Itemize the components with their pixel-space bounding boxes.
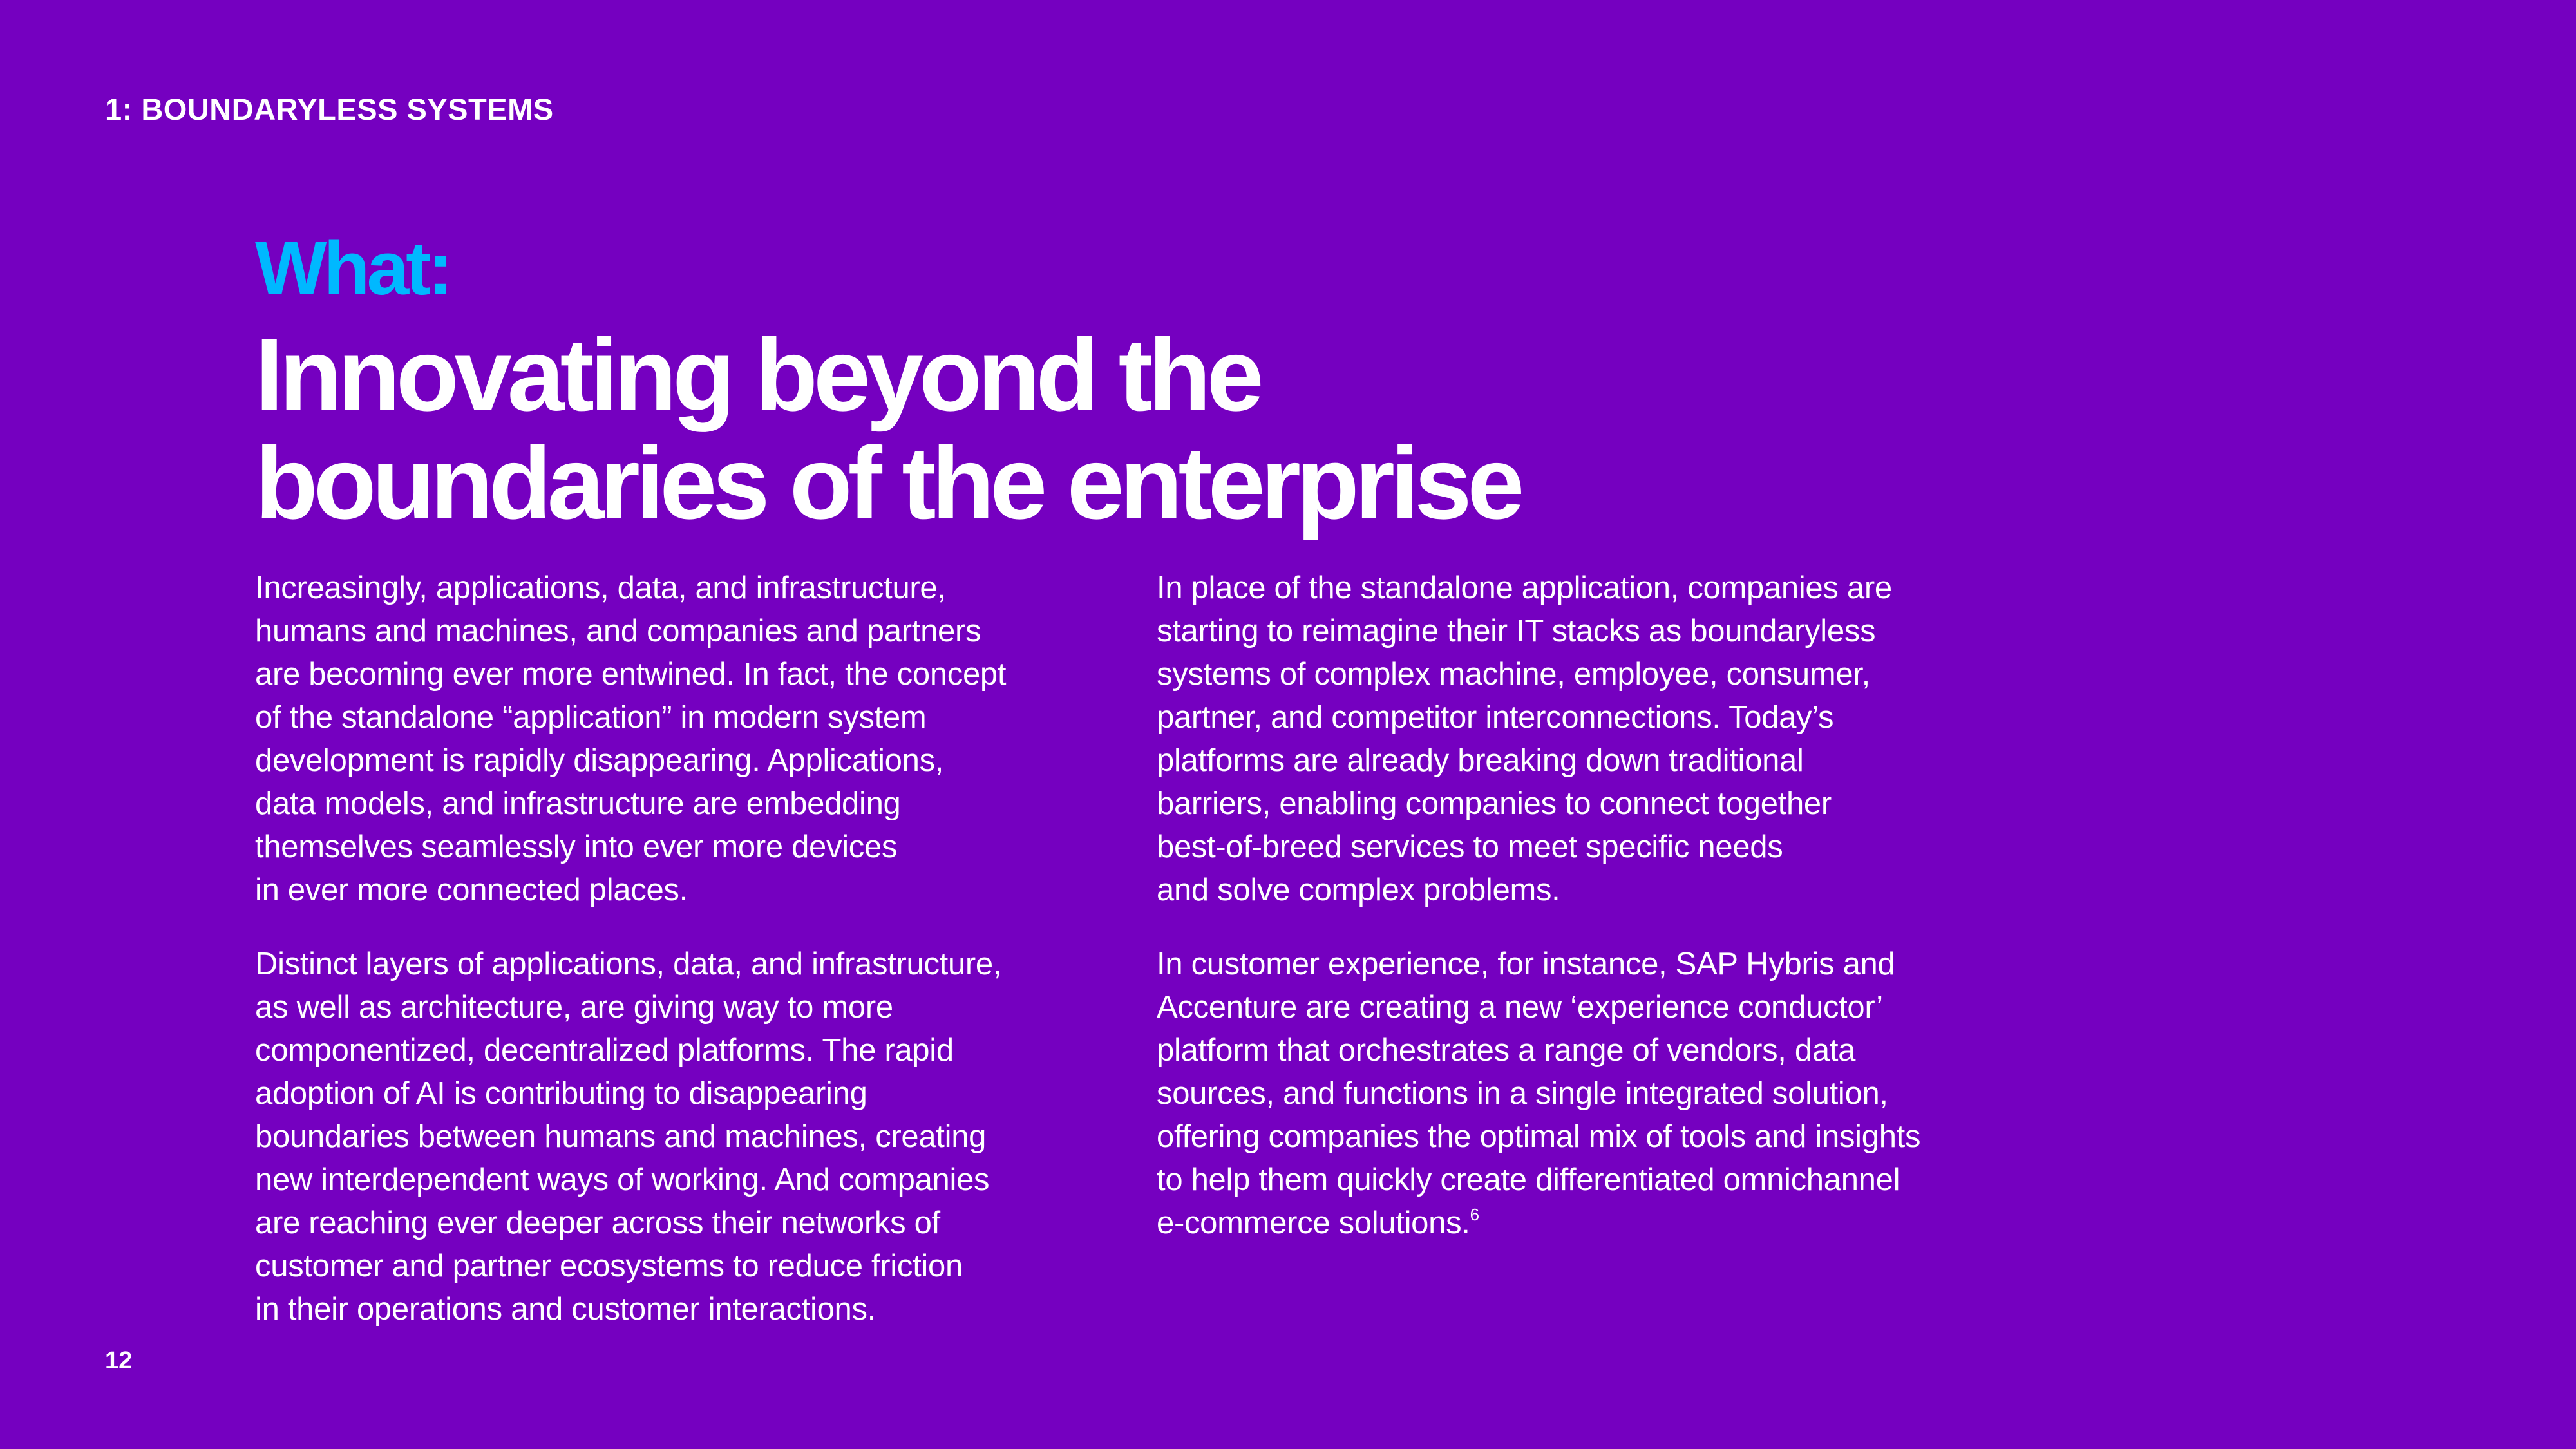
text-line-with-footnote bbox=[1157, 1202, 2020, 1245]
text-line: In place of the standalone application, companies are bbox=[1157, 571, 1892, 605]
page-title bbox=[255, 317, 1801, 540]
text-line: themselves seamlessly into ever more devices bbox=[255, 829, 898, 864]
right-column bbox=[1157, 567, 2020, 1276]
text-line: componentized, decentralized platforms. The rapid bbox=[255, 1033, 954, 1068]
paragraph bbox=[1157, 943, 2020, 1245]
page-number: 12 bbox=[105, 1347, 133, 1374]
text-line: boundaries between humans and machines, creating bbox=[255, 1119, 987, 1154]
text-line: customer and partner ecosystems to reduce friction bbox=[255, 1249, 963, 1283]
text-line: of the standalone “application” in modern system bbox=[255, 700, 927, 735]
text-line: systems of complex machine, employee, consumer, bbox=[1157, 657, 1870, 692]
text-line: data models, and infrastructure are embedding bbox=[255, 786, 901, 821]
text-line: platforms are already breaking down traditional bbox=[1157, 743, 1804, 778]
text-line: barriers, enabling companies to connect together bbox=[1157, 786, 1832, 821]
text-line: starting to reimagine their IT stacks as boundaryless bbox=[1157, 614, 1876, 649]
text-line: Increasingly, applications, data, and infrastructure, bbox=[255, 571, 946, 605]
text-line: development is rapidly disappearing. Applications, bbox=[255, 743, 944, 778]
page-title-line: Innovating beyond the bbox=[255, 317, 1260, 432]
kicker-heading: What: bbox=[255, 226, 450, 311]
text-line: in their operations and customer interactions. bbox=[255, 1292, 876, 1327]
text-line: adoption of AI is contributing to disappearing bbox=[255, 1076, 867, 1111]
text-line: are reaching ever deeper across their networks of bbox=[255, 1206, 940, 1240]
text-line: sources, and functions in a single integrated solution, bbox=[1157, 1076, 1888, 1111]
text-line: Accenture are creating a new ‘experience conductor’ bbox=[1157, 990, 1883, 1025]
paragraph bbox=[1157, 567, 2020, 912]
paragraph bbox=[255, 567, 1118, 912]
text-line: as well as architecture, are giving way to more bbox=[255, 990, 893, 1025]
text-line: partner, and competitor interconnections. Today’s bbox=[1157, 700, 1834, 735]
paragraph bbox=[255, 943, 1118, 1331]
section-label: 1: BOUNDARYLESS SYSTEMS bbox=[105, 92, 554, 126]
text-line: are becoming ever more entwined. In fact, the concept bbox=[255, 657, 1007, 692]
page-title-line: boundaries of the enterprise bbox=[255, 425, 1520, 540]
text-line: humans and machines, and companies and partners bbox=[255, 614, 981, 649]
text-line: platform that orchestrates a range of vendors, data bbox=[1157, 1033, 1856, 1068]
text-line: new interdependent ways of working. And companies bbox=[255, 1162, 990, 1197]
text-line: Distinct layers of applications, data, and infrastructure, bbox=[255, 947, 1002, 981]
text-line: e-commerce solutions. bbox=[1157, 1206, 1470, 1240]
text-line: to help them quickly create differentiated omnichannel bbox=[1157, 1162, 1900, 1197]
text-line: offering companies the optimal mix of tools and insights bbox=[1157, 1119, 1921, 1154]
left-column bbox=[255, 567, 1118, 1362]
text-line: In customer experience, for instance, SAP Hybris and bbox=[1157, 947, 1895, 981]
text-line: best-of-breed services to meet specific needs bbox=[1157, 829, 1783, 864]
text-line: in ever more connected places. bbox=[255, 873, 688, 907]
text-line: and solve complex problems. bbox=[1157, 873, 1560, 907]
footnote-reference: 6 bbox=[1470, 1205, 1479, 1224]
